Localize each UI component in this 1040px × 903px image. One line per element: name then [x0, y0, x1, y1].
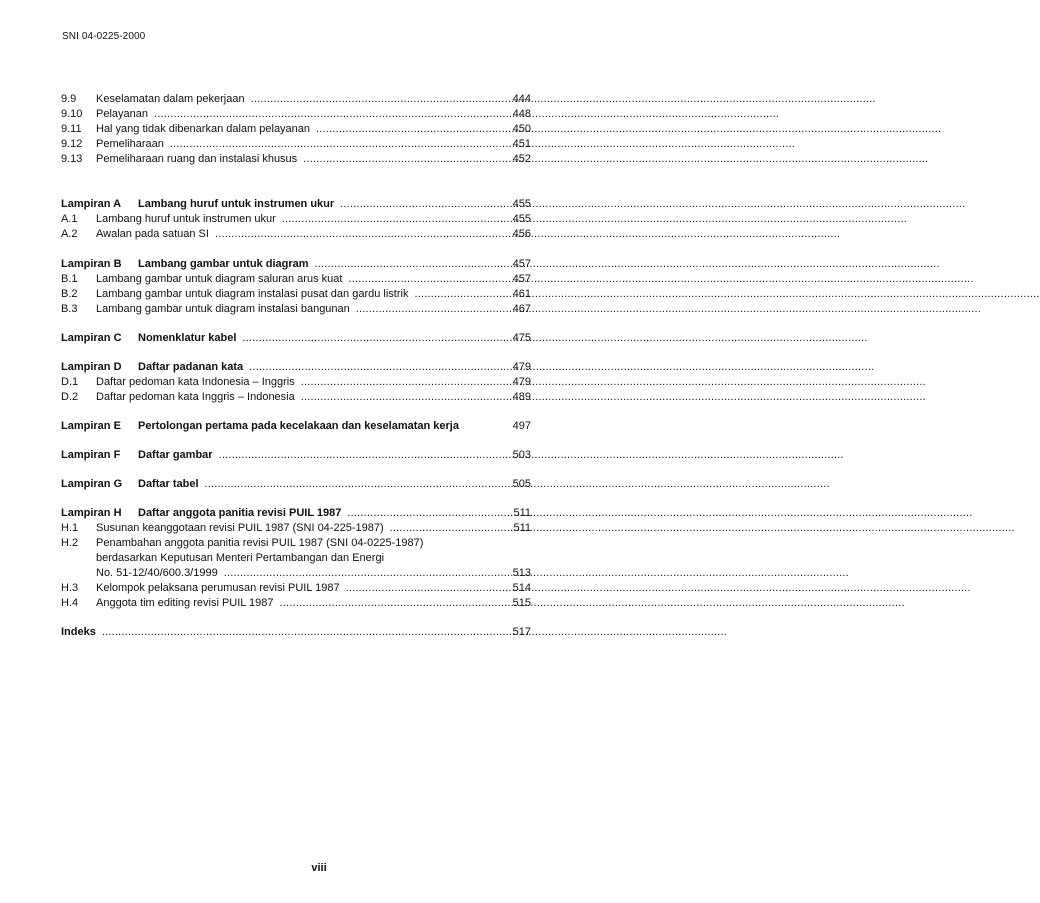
toc-appendix-heading [61, 331, 531, 346]
toc-entry-title: Daftar pedoman kata Inggris – Indonesia [96, 391, 295, 403]
toc-entry-page: 448 [512, 108, 531, 120]
toc-entry-number: Lampiran F [61, 449, 121, 461]
toc-entry [61, 596, 531, 611]
leader-dots [205, 477, 501, 492]
leader-dots [348, 272, 501, 287]
toc-entry-title: Daftar pedoman kata Indonesia – Inggris [96, 376, 295, 388]
toc-entry-page: 457 [512, 258, 531, 270]
toc-appendix-heading [61, 419, 531, 434]
toc-entry-number: B.3 [61, 303, 78, 315]
toc-entry-number: Indeks [61, 626, 96, 638]
toc-appendix-heading [61, 477, 531, 492]
toc-entry-number: Lampiran G [61, 478, 123, 490]
toc-entry-page: 513 [512, 567, 531, 579]
toc-appendix-heading [61, 197, 531, 212]
toc-entry-title: Lambang gambar untuk diagram instalasi bangunan [96, 303, 350, 315]
leader-dots [346, 581, 501, 596]
leader-dots [303, 152, 501, 167]
toc-entry-title-line: berdasarkan Keputusan Menteri Pertambangan dan Energi [96, 552, 385, 564]
leader-dots [356, 302, 501, 317]
leader-dots [102, 625, 501, 640]
leader-dots [301, 390, 501, 405]
toc-entry-number: 9.12 [61, 138, 83, 150]
toc-entry-title: Lambang huruf untuk instrumen ukur [96, 213, 276, 225]
toc-entry-continuation [61, 566, 531, 581]
leader-dots [390, 521, 501, 536]
leader-dots [301, 375, 501, 390]
toc-entry-page: 479 [512, 361, 531, 373]
toc-entry-number: D.1 [61, 376, 79, 388]
leader-dots [280, 596, 501, 611]
toc-entry-page: 452 [512, 153, 531, 165]
leader-dots [249, 360, 501, 375]
leader-dots [242, 331, 501, 346]
leader-dots [215, 227, 501, 242]
document-id-header: SNI 04-0225-2000 [62, 31, 146, 42]
toc-entry-number: 9.13 [61, 153, 83, 165]
toc-entry-continuation [61, 551, 531, 566]
table-of-contents [61, 92, 531, 640]
toc-entry-title: Pertolongan pertama pada kecelakaan dan keselamatan kerja [138, 420, 459, 432]
toc-entry-number: B.1 [61, 273, 78, 285]
toc-entry-title: Pelayanan [96, 108, 148, 120]
toc-entry-number: A.2 [61, 228, 78, 240]
toc-entry-page: 444 [512, 93, 531, 105]
toc-entry-page: 517 [512, 626, 531, 638]
toc-entry-number: A.1 [61, 213, 78, 225]
toc-entry-title: Awalan pada satuan SI [96, 228, 209, 240]
toc-entry-title: Kelompok pelaksana perumusan revisi PUIL 1987 [96, 582, 340, 594]
toc-entry-page: 455 [512, 213, 531, 225]
toc-entry [61, 302, 531, 317]
toc-index-entry [61, 625, 531, 640]
leader-dots [251, 92, 501, 107]
page-number: viii [311, 862, 327, 874]
toc-entry-title: Lambang gambar untuk diagram [138, 258, 309, 270]
toc-entry-page: 503 [512, 449, 531, 461]
toc-appendix-heading [61, 448, 531, 463]
toc-entry-page: 511 [513, 507, 531, 519]
toc-entry [61, 375, 531, 390]
toc-appendix-heading [61, 360, 531, 375]
toc-entry-title: Daftar padanan kata [138, 361, 244, 373]
leader-dots [347, 506, 501, 521]
toc-entry-number: H.2 [61, 537, 79, 549]
toc-entry [61, 122, 531, 137]
toc-entry-number: H.3 [61, 582, 79, 594]
toc-entry-number: Lampiran D [61, 361, 122, 373]
toc-appendix-heading [61, 257, 531, 272]
toc-entry-number: 9.10 [61, 108, 83, 120]
toc-entry-page: 475 [512, 332, 531, 344]
toc-entry [61, 227, 531, 242]
toc-entry-title: Daftar gambar [138, 449, 213, 461]
leader-dots [224, 566, 501, 581]
leader-dots [154, 107, 501, 122]
toc-entry-title: Keselamatan dalam pekerjaan [96, 93, 245, 105]
toc-entry-title: Lambang gambar untuk diagram saluran arus kuat [96, 273, 343, 285]
toc-entry-title: Hal yang tidak dibenarkan dalam pelayanan [96, 123, 311, 135]
toc-entry [61, 212, 531, 227]
toc-entry-page: 479 [512, 376, 531, 388]
toc-entry-page: 456 [512, 228, 531, 240]
toc-entry-number: Lampiran E [61, 420, 121, 432]
toc-entry [61, 272, 531, 287]
leader-dots [170, 137, 501, 152]
toc-entry-page: 514 [512, 582, 531, 594]
toc-entry [61, 287, 531, 302]
toc-entry-page: 511 [513, 522, 531, 534]
toc-entry-number: D.2 [61, 391, 79, 403]
toc-entry-title: Lambang huruf untuk instrumen ukur [138, 198, 335, 210]
leader-dots [340, 197, 501, 212]
toc-entry-page: 457 [512, 273, 531, 285]
toc-entry-number: Lampiran B [61, 258, 122, 270]
toc-entry-title: Nomenklatur kabel [138, 332, 237, 344]
toc-entry-title-line: Penambahan anggota panitia revisi PUIL 1987 (SNI 04-0225-1987) [96, 537, 424, 549]
toc-entry-page: 467 [512, 303, 531, 315]
toc-entry-page: 505 [512, 478, 531, 490]
toc-entry-number: Lampiran C [61, 332, 122, 344]
toc-entry-number: H.1 [61, 522, 79, 534]
toc-entry-number: 9.9 [61, 93, 77, 105]
toc-entry [61, 92, 531, 107]
toc-entry-title: Pemeliharaan [96, 138, 164, 150]
toc-appendix-heading [61, 506, 531, 521]
toc-entry-title: Anggota tim editing revisi PUIL 1987 [96, 597, 274, 609]
leader-dots [315, 257, 501, 272]
toc-entry-title: Susunan keanggotaan revisi PUIL 1987 (SNI 04-225-1987) [96, 522, 384, 534]
toc-entry [61, 536, 531, 551]
toc-entry-title: Daftar tabel [138, 478, 199, 490]
toc-entry-page: 515 [512, 597, 531, 609]
toc-entry-page: 450 [512, 123, 531, 135]
toc-entry [61, 390, 531, 405]
toc-entry [61, 581, 531, 596]
toc-entry [61, 107, 531, 122]
toc-entry-title: Pemeliharaan ruang dan instalasi khusus [96, 153, 298, 165]
toc-entry-number: 9.11 [61, 123, 82, 135]
toc-entry-page: 451 [512, 138, 531, 150]
leader-dots [316, 122, 501, 137]
toc-entry-title: Daftar anggota panitia revisi PUIL 1987 [138, 507, 342, 519]
toc-entry-number: Lampiran A [61, 198, 122, 210]
leader-dots [282, 212, 501, 227]
toc-entry [61, 521, 531, 536]
toc-entry-title-line: No. 51-12/40/600.3/1999 [96, 567, 218, 579]
leader-dots [414, 287, 501, 302]
toc-entry-number: B.2 [61, 288, 78, 300]
toc-entry-page: 497 [512, 420, 531, 432]
toc-entry-page: 489 [512, 391, 531, 403]
toc-entry-number: H.4 [61, 597, 79, 609]
toc-entry [61, 152, 531, 167]
leader-dots [219, 448, 501, 463]
toc-entry-title: Lambang gambar untuk diagram instalasi pusat dan gardu listrik [96, 288, 409, 300]
toc-entry-number: Lampiran H [61, 507, 122, 519]
toc-entry [61, 137, 531, 152]
toc-entry-page: 461 [512, 288, 531, 300]
toc-entry-page: 455 [512, 198, 531, 210]
